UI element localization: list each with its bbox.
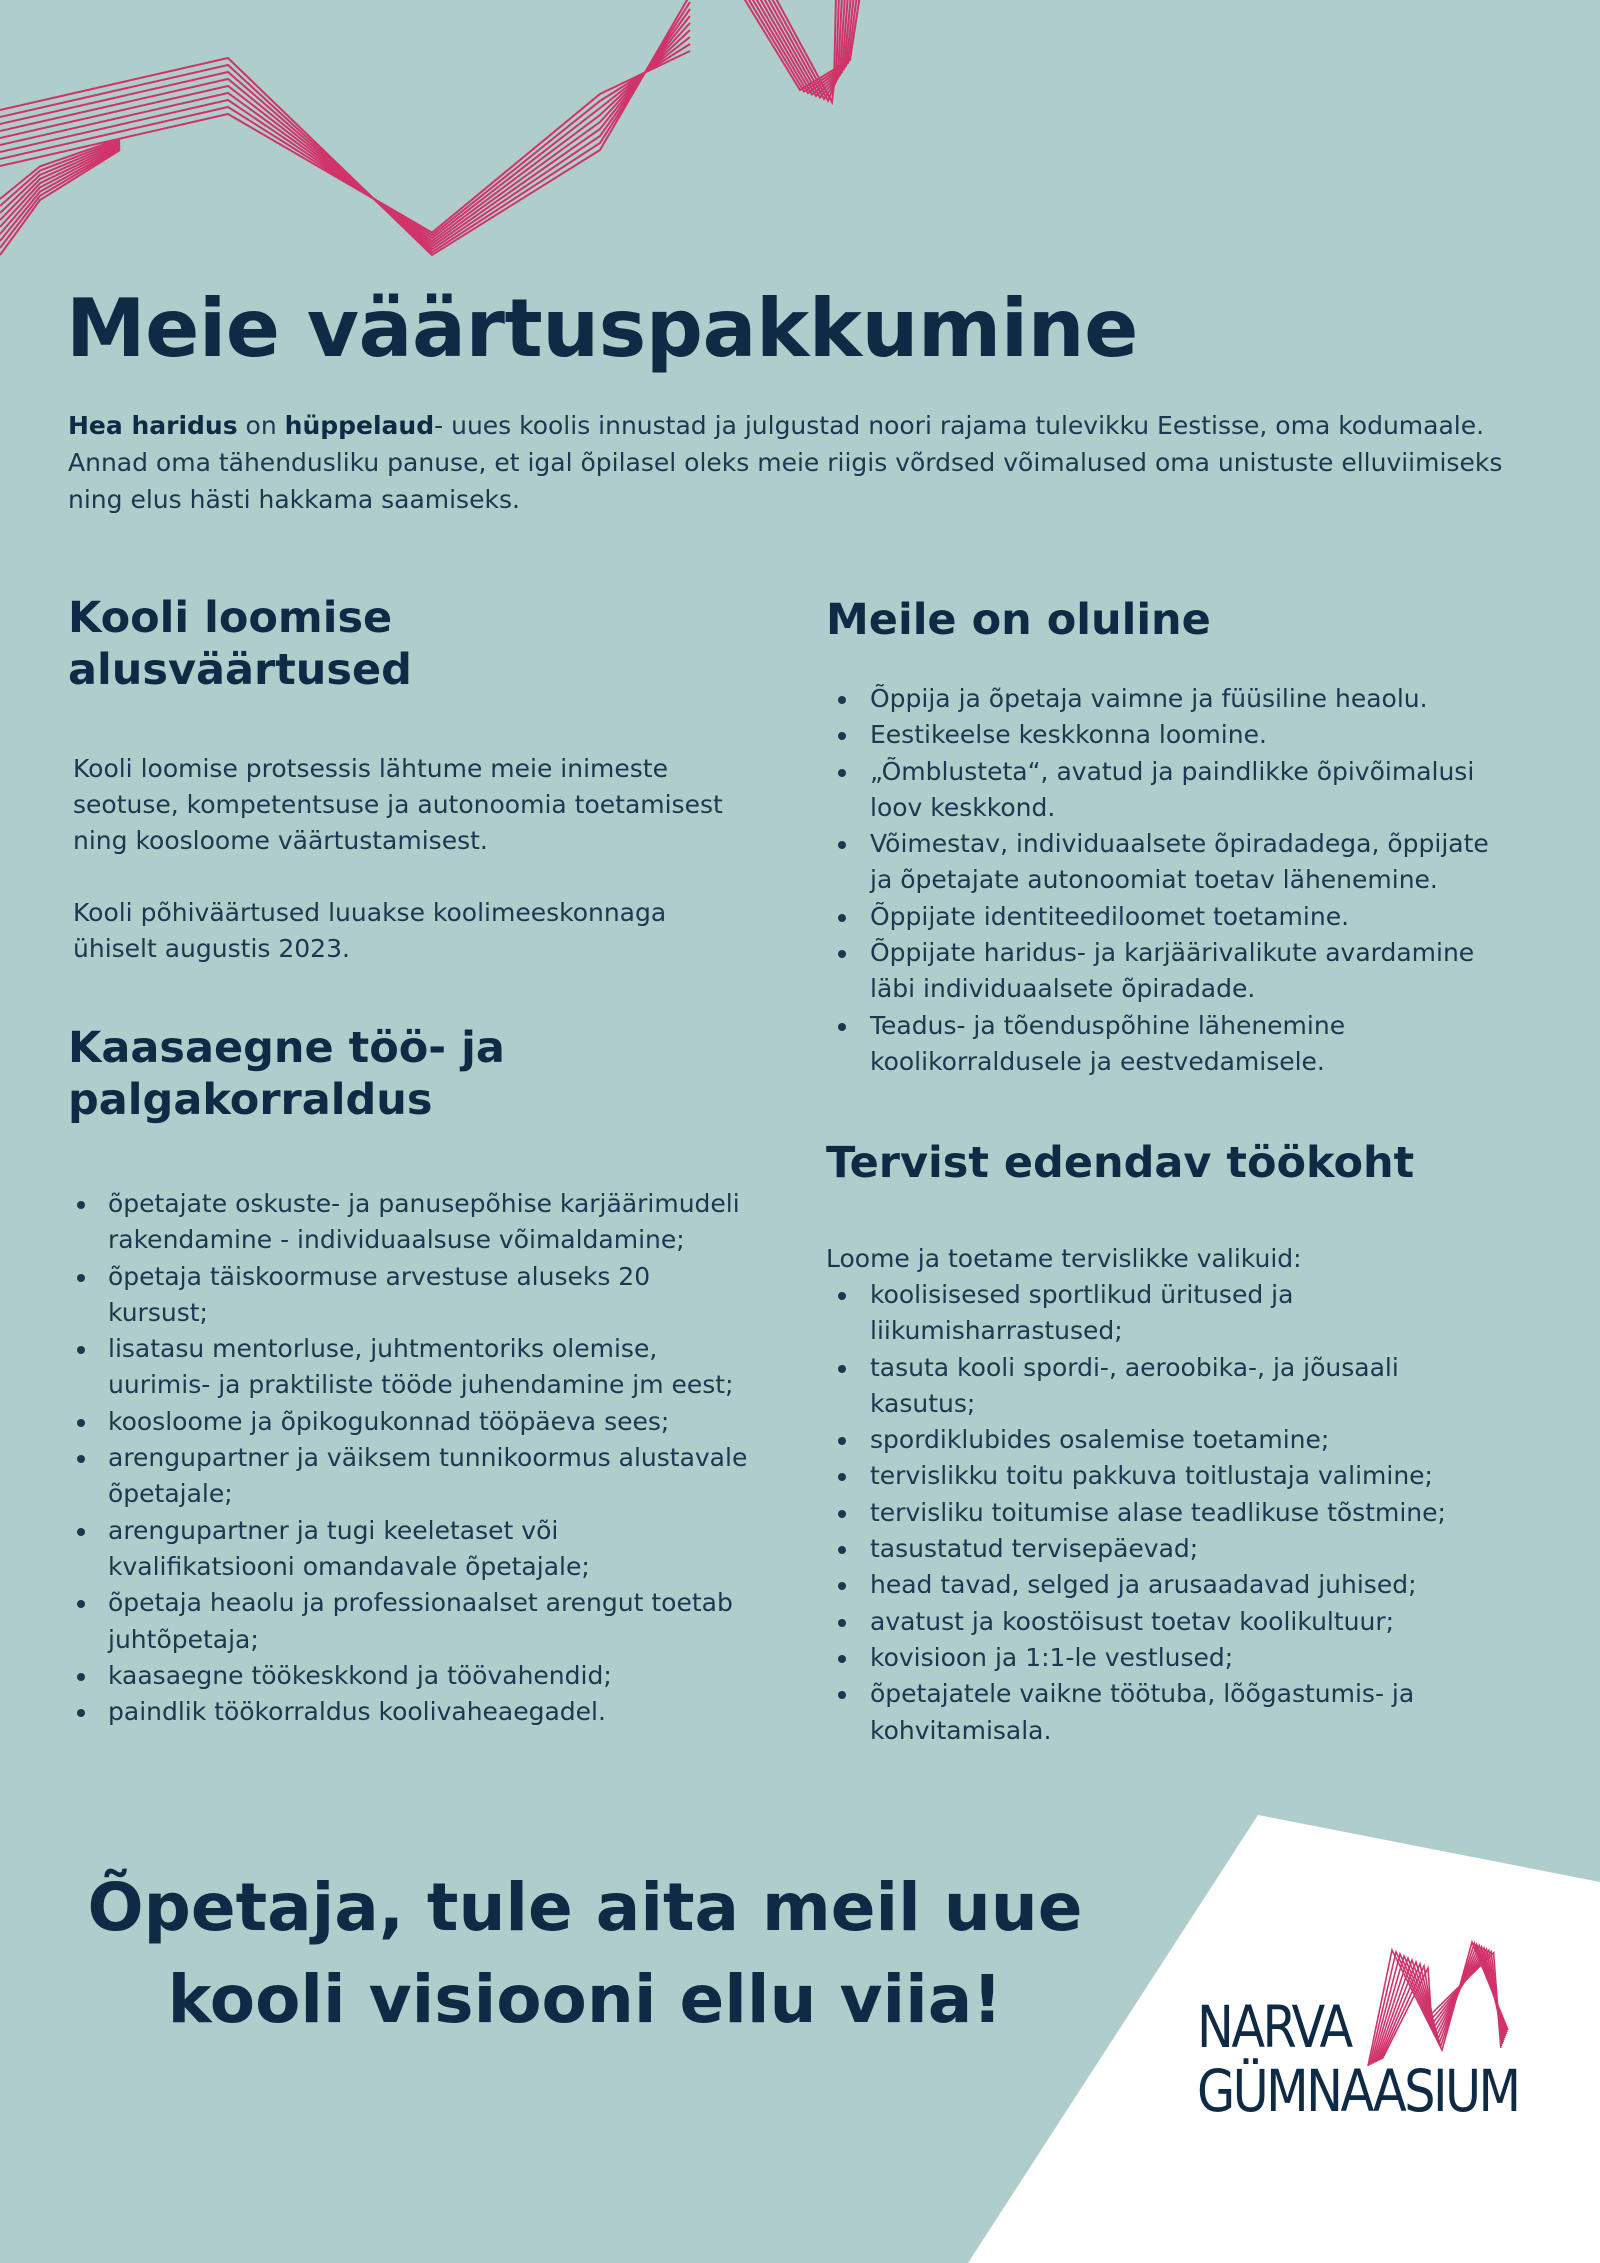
work-list-item: lisatasu mentorluse, juhtmentoriks olemise, uurimis- ja praktiliste tööde juhendamine jm eest; <box>68 1331 748 1404</box>
work-list-item: paindlik töökorraldus koolivaheaegadel. <box>68 1694 748 1730</box>
logo-line-narva: NARVA <box>1197 1993 1351 2061</box>
intro-bold-springboard: hüppelaud <box>284 411 435 440</box>
important-list-item: Võimestav, individuaalsete õpiradadega, õppijate ja õpetajate autonoomiat toetav lähenemine. <box>826 826 1506 899</box>
important-list-item: Õppijate haridus- ja karjäärivalikute avardamine läbi individuaalsete õpiradade. <box>826 935 1506 1008</box>
health-list-item: tasuta kooli spordi-, aeroobika-, ja jõusaali kasutus; <box>826 1350 1506 1423</box>
work-list-item: õpetajate oskuste- ja panusepõhise karjäärimudeli rakendamine - individuaalsuse võimaldamine; <box>68 1186 748 1259</box>
work-list-item: õpetaja täiskoormuse arvestuse aluseks 20 kursust; <box>68 1259 748 1332</box>
health-list-item: koolisisesed sportlikud üritused ja liikumisharrastused; <box>826 1277 1506 1350</box>
work-list-item: koosloome ja õpikogukonnad tööpäeva sees; <box>68 1404 748 1440</box>
health-lead: Loome ja toetame tervislikke valikuid: <box>826 1244 1302 1273</box>
work-list-item: õpetaja heaolu ja professionaalset arengut toetab juhtõpetaja; <box>68 1585 748 1658</box>
values-paragraph-1: Kooli loomise protsessis lähtume meie inimeste seotuse, kompetentsuse ja autonoomia toetamisest ning koosloome väärtustamisest. <box>73 754 723 855</box>
logo-wordmark <box>1197 1995 1518 2123</box>
health-list-item: tasustatud tervisepäevad; <box>826 1531 1506 1567</box>
health-list-item: tervisliku toitumise alase teadlikuse tõstmine; <box>826 1495 1506 1531</box>
cta-line-2: kooli visiooni ellu viia! <box>167 1961 1003 2038</box>
health-list-item: õpetajatele vaikne töötuba, lõõgastumis- ja kohvitamisala. <box>826 1676 1506 1749</box>
work-list-item: arengupartner ja väiksem tunnikoormus alustavale õpetajale; <box>68 1440 748 1513</box>
values-paragraph-2: Kooli põhiväärtused luuakse koolimeeskonnaga ühiselt augustis 2023. <box>73 898 667 963</box>
logo-line-gymnaasium: GÜMNAASIUM <box>1197 2057 1519 2125</box>
health-heading: Tervist edendav töökoht <box>826 1138 1415 1188</box>
health-list-item: head tavad, selged ja arusaadavad juhised; <box>826 1567 1506 1603</box>
intro-bold-good-education: Hea haridus <box>68 411 238 440</box>
intro-text-rest: - uues koolis innustad ja julgustad noori rajama tulevikku Eestisse, oma kodumaale. Annad oma tähendusliku panuse, et igal õpilasel oleks meie riigis võrdsed võimalused oma unistuste elluviimiseks ning elus hästi hakkama saamiseks. <box>68 411 1503 514</box>
page-title: Meie väärtuspakkumine <box>66 282 1138 375</box>
important-list-item: Eestikeelse keskkonna loomine. <box>826 717 1506 753</box>
important-list-item: Õppija ja õpetaja vaimne ja füüsiline heaolu. <box>826 681 1506 717</box>
health-list-item: avatust ja koostöisust toetav koolikultuur; <box>826 1604 1506 1640</box>
intro-text-on: on <box>237 411 285 440</box>
important-list-item: „Õmblusteta“, avatud ja paindlikke õpivõimalusi loov keskkond. <box>826 754 1506 827</box>
important-heading: Meile on oluline <box>826 595 1211 645</box>
cta-line-1: Õpetaja, tule aita meil uue <box>87 1869 1083 1946</box>
health-list-item: tervislikku toitu pakkuva toitlustaja valimine; <box>826 1458 1506 1494</box>
work-list-item: arengupartner ja tugi keeletaset või kvalifikatsiooni omandavale õpetajale; <box>68 1513 748 1586</box>
health-list-item: spordiklubides osalemise toetamine; <box>826 1422 1506 1458</box>
important-list-item: Teadus- ja tõenduspõhine lähenemine koolikorraldusele ja eestvedamisele. <box>826 1008 1506 1081</box>
work-heading: Kaasaegne töö- ja palgakorraldus <box>68 1023 505 1125</box>
health-list-item: kovisioon ja 1:1-le vestlused; <box>826 1640 1506 1676</box>
values-heading: Kooli loomise alusväärtused <box>68 593 412 695</box>
call-to-action <box>60 1862 1110 2046</box>
work-list-item: kaasaegne töökeskkond ja töövahendid; <box>68 1658 748 1694</box>
important-list-item: Õppijate identiteediloomet toetamine. <box>826 899 1506 935</box>
